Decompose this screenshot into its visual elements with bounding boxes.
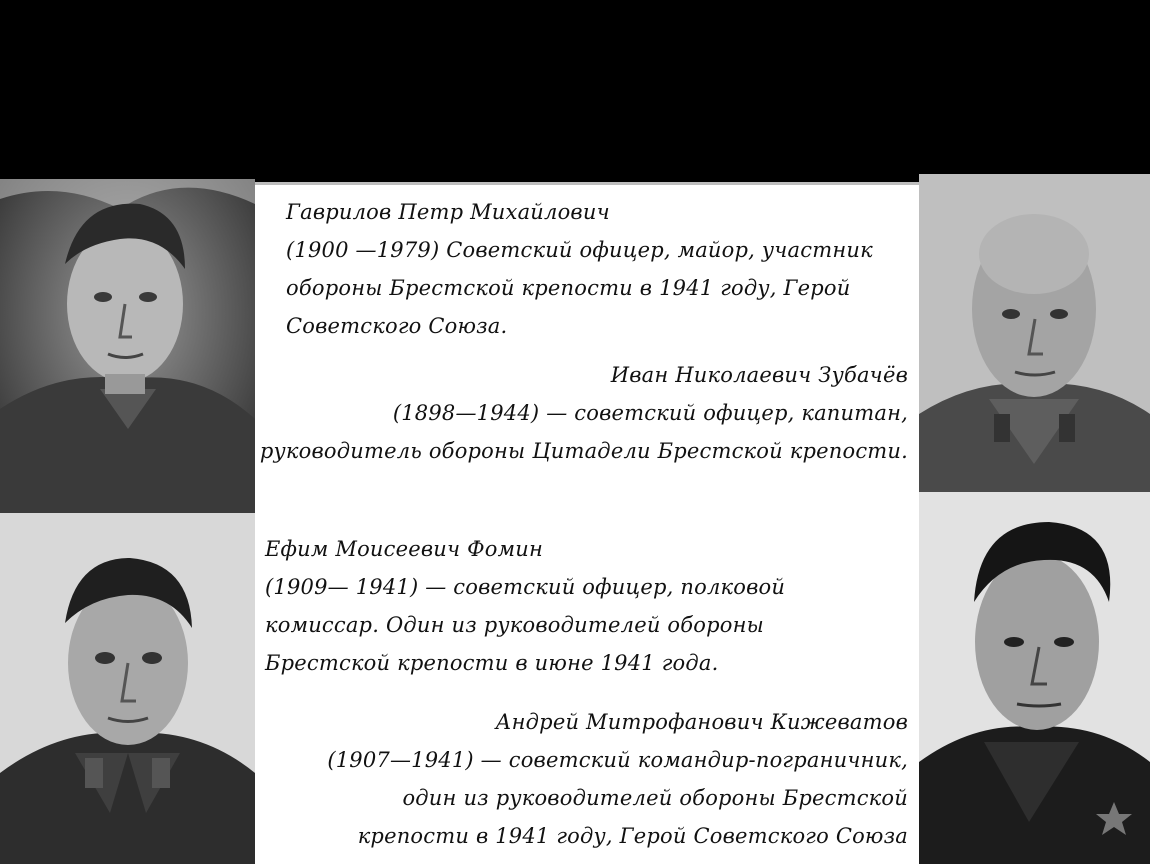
bio-gavrilov-line: обороны Брестской крепости в 1941 году, Герой <box>286 276 851 300</box>
bio-gavrilov-name: Гаврилов Петр Михайлович <box>286 200 610 224</box>
portrait-photo-kizhevatov <box>919 492 1150 864</box>
bio-kizhevatov-line: один из руководителей обороны Брестской <box>402 786 908 810</box>
portrait-photo-gavrilov <box>0 179 255 513</box>
bio-fomin-line: Брестской крепости в июне 1941 года. <box>265 651 719 675</box>
bio-fomin <box>265 530 785 682</box>
bio-kizhevatov <box>327 703 908 855</box>
portrait-photo-fomin <box>0 513 255 864</box>
bio-gavrilov-line: (1900 —1979) Советский офицер, майор, участник <box>286 238 873 262</box>
bio-kizhevatov-name: Андрей Митрофанович Кижеватов <box>495 710 908 734</box>
bio-fomin-name: Ефим Моисеевич Фомин <box>265 537 543 561</box>
bio-fomin-line: комиссар. Один из руководителей обороны <box>265 613 764 637</box>
bio-gavrilov-line: Советского Союза. <box>286 314 508 338</box>
bio-fomin-line: (1909— 1941) — советский офицер, полковой <box>265 575 786 599</box>
bio-zubachev <box>260 356 908 470</box>
bio-kizhevatov-line: (1907—1941) — советский командир-пограничник, <box>327 748 908 772</box>
bio-kizhevatov-line: крепости в 1941 году, Герой Советского Союза <box>357 824 908 848</box>
bio-zubachev-name: Иван Николаевич Зубачёв <box>610 363 908 387</box>
bio-gavrilov <box>286 193 873 345</box>
bio-zubachev-line: (1898—1944) — советский офицер, капитан, <box>392 401 908 425</box>
bio-zubachev-line: руководитель обороны Цитадели Брестской крепости. <box>259 439 908 463</box>
portrait-photo-zubachev <box>919 174 1150 492</box>
